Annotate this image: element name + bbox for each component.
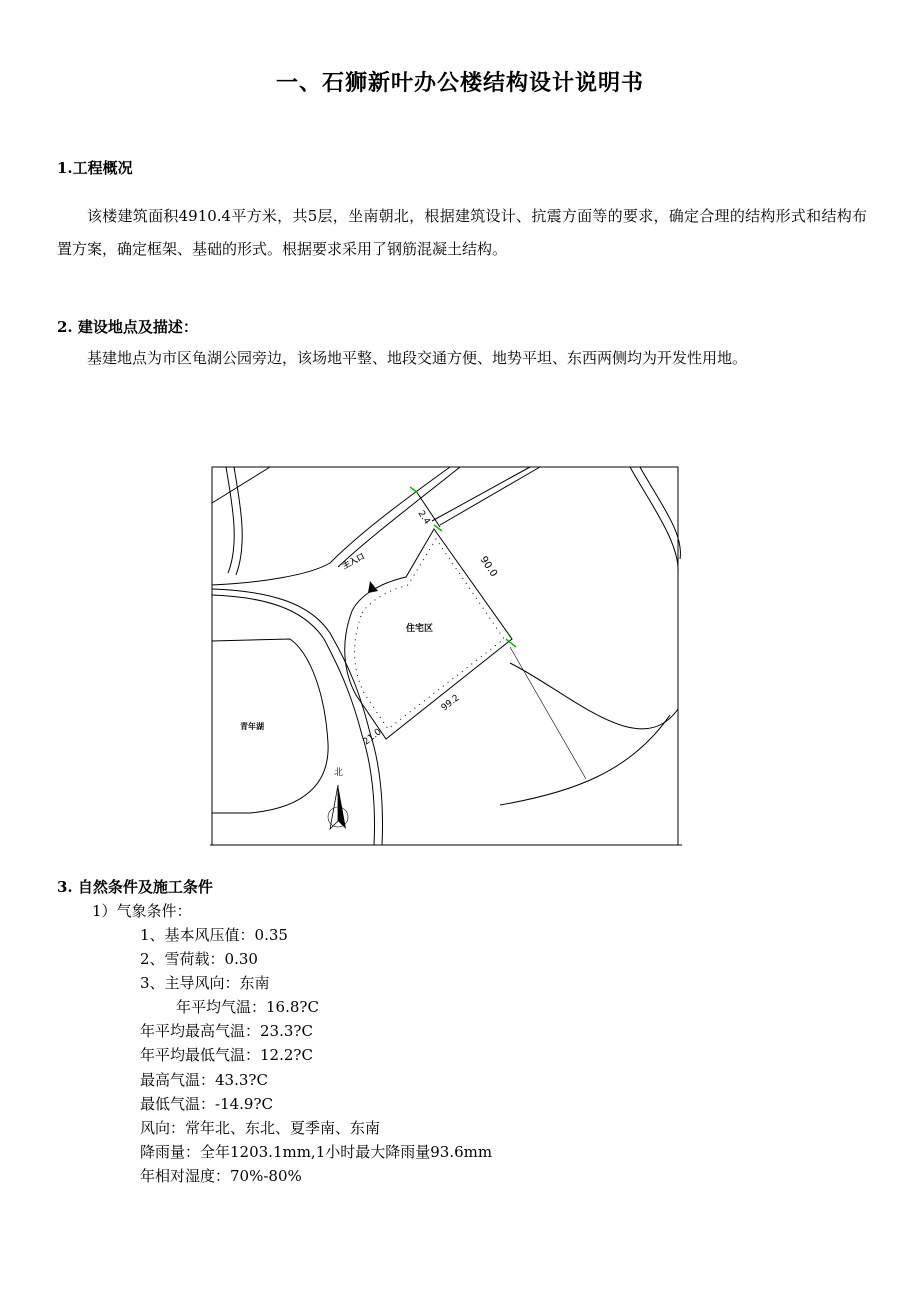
- section3-subheading: 1）气象条件：: [92, 902, 192, 920]
- climate-avg-temp: 年平均气温：16.8?C: [176, 998, 319, 1016]
- section2-body: 基建地点为市区龟湖公园旁边，该场地平整、地段交通方便、地势平坦、东西两侧均为开发性用地。: [87, 349, 748, 367]
- dim-right: 90.0: [477, 554, 500, 580]
- lake-label: 青年湖: [240, 722, 264, 731]
- dim-left: 21.0: [361, 727, 384, 748]
- site-plan-frame: [212, 467, 678, 845]
- north-arrow-icon: [328, 785, 348, 829]
- section2-heading: 2. 建设地点及描述：: [57, 318, 198, 336]
- item-wind-direction: 3、主导风向：东南: [140, 974, 270, 992]
- road-edge: [226, 467, 234, 573]
- lake-boundary: [212, 639, 328, 813]
- climate-avg-high: 年平均最高气温：23.3?C: [140, 1022, 313, 1040]
- section1-body: 该楼建筑面积4910.4平方米，共5层，坐南朝北，根据建筑设计、抗震方面等的要求，确定合理的结构形式和结构布置方案，确定框架、基础的形式。根据要求采用了钢筋混凝土结构。: [57, 207, 867, 258]
- climate-avg-low: 年平均最低气温：12.2?C: [140, 1046, 313, 1064]
- item-wind-pressure: 1、基本风压值：0.35: [140, 926, 288, 944]
- climate-rainfall: 降雨量：全年1203.1mm,1小时最大降雨量93.6mm: [140, 1143, 493, 1161]
- item-snow-load: 2、雪荷载：0.30: [140, 950, 258, 968]
- climate-min-temp: 最低气温：-14.9?C: [140, 1095, 273, 1113]
- climate-max-temp: 最高气温：43.3?C: [140, 1071, 268, 1089]
- zone-label: 住宅区: [406, 624, 434, 634]
- north-label: 北: [334, 768, 344, 778]
- section3-heading: 3. 自然条件及施工条件: [57, 878, 213, 896]
- entrance-label: 主入口: [340, 551, 367, 571]
- climate-humidity: 年相对湿度：70%-80%: [140, 1167, 302, 1185]
- site-plan: [210, 463, 682, 859]
- dim-top: 2.4: [415, 509, 432, 527]
- page-title: 一、石狮新叶办公楼结构设计说明书: [275, 71, 644, 96]
- entrance-marker: [368, 581, 378, 593]
- climate-wind: 风向：常年北、东北、夏季南、东南: [140, 1119, 381, 1137]
- dim-bottom: 99.2: [439, 693, 462, 714]
- section1-heading: 1.工程概况: [57, 159, 133, 177]
